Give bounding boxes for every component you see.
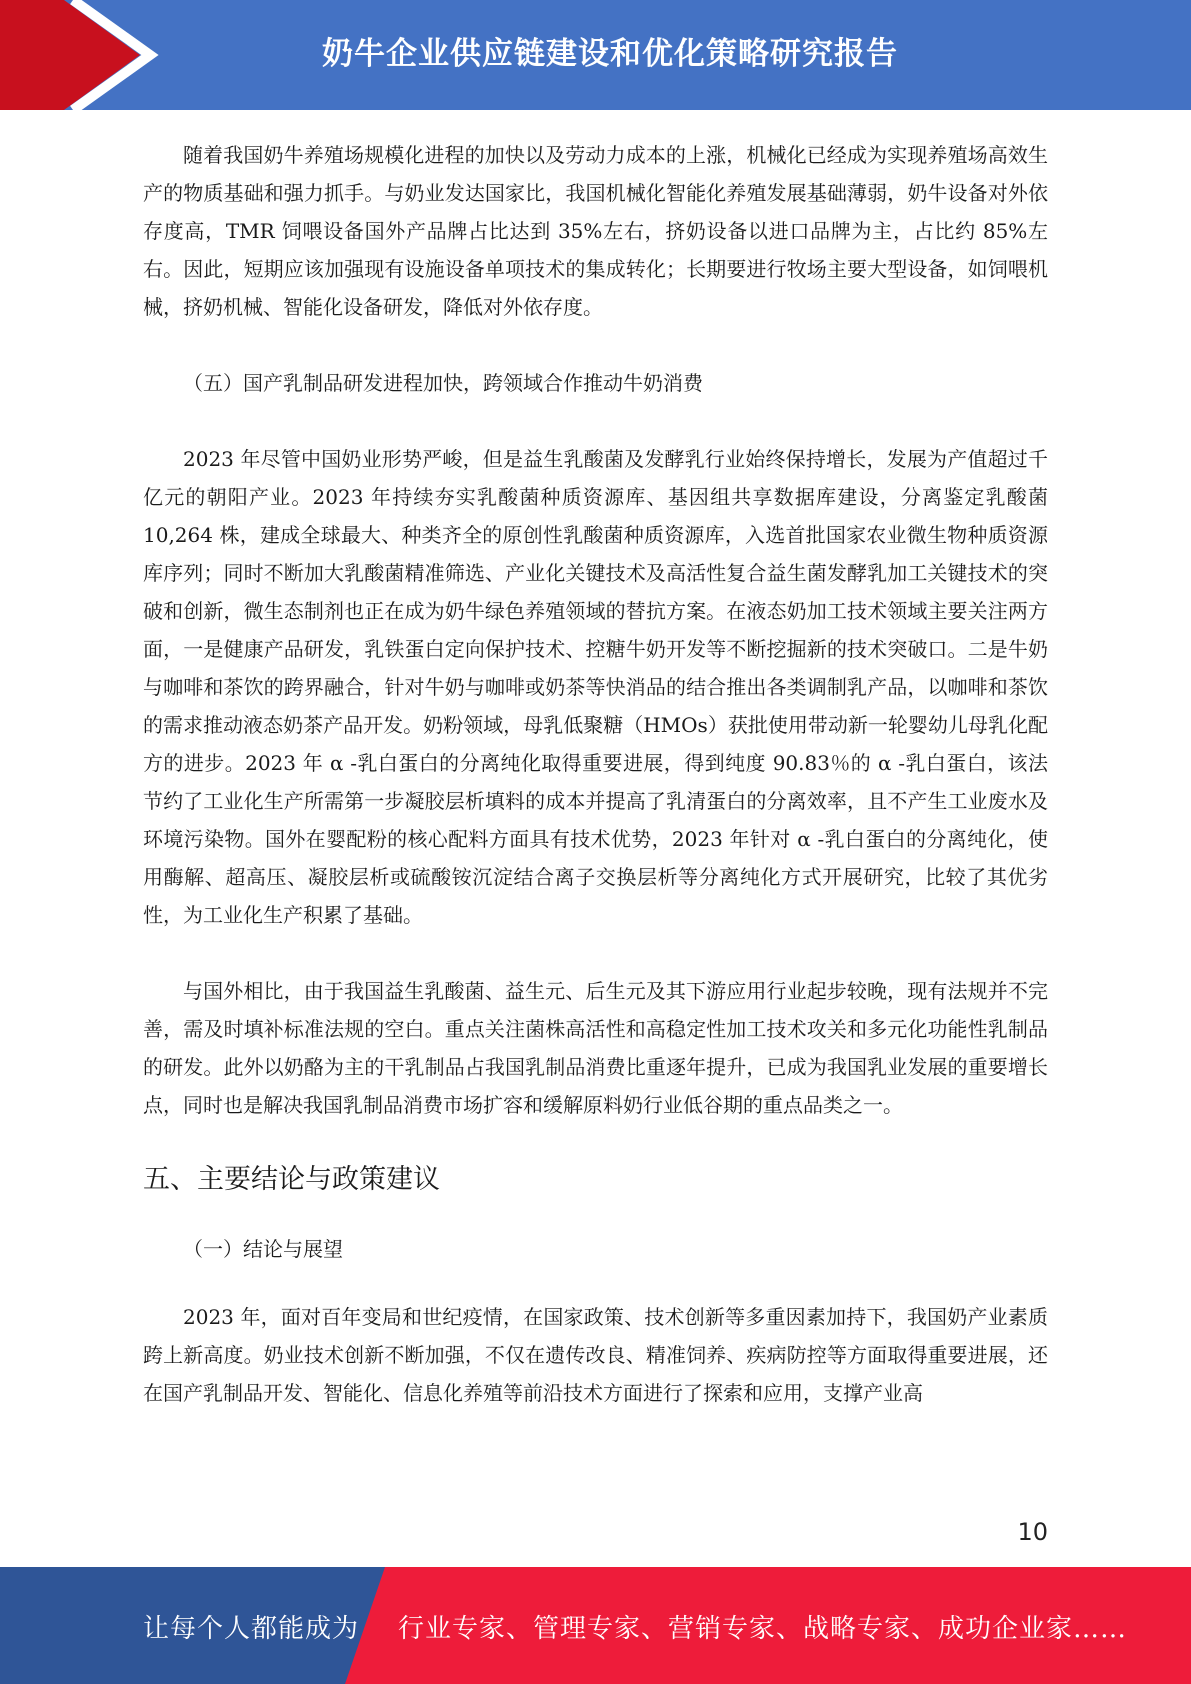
paragraph-probiotics: 2023 年尽管中国奶业形势严峻，但是益生乳酸菌及发酵乳行业始终保持增长，发展为产值超过千亿元的朝阳产业。2023 年持续夯实乳酸菌种质资源库、基因组共享数据库建设，分离鉴定乳酸菌 10,264 株，建成全球最大、种类齐全的原创性乳酸菌种质资源库，入选首批国家农业微生物种质资源库序列；同时不断加大乳酸菌精准筛选、产业化关键技术及高活性复合益生菌发酵乳加工关键技术的突破和创新，微生态制剂也正在成为奶牛绿色养殖领域的替抗方案。在液态奶加工技术领域主要关注两方面，一是健康产品研发，乳铁蛋白定向保护技术、控糖牛奶开发等不断挖掘新的技术突破口。二是牛奶与咖啡和茶饮的跨界融合，针对牛奶与咖啡或奶茶等快消品的结合推出各类调制乳产品，以咖啡和茶饮的需求推动液态奶茶产品开发。奶粉领域，母乳低聚糖（HMOs）获批使用带动新一轮婴幼儿母乳化配方的进步。2023 年 α -乳白蛋白的分离纯化取得重要进展，得到纯度 90.83％的 α -乳白蛋白，该法节约了工业化生产所需第一步凝胶层析填料的成本并提高了乳清蛋白的分离效率，且不产生工业废水及环境污染物。国外在婴配粉的核心配料方面具有技术优势，2023 年针对 α -乳白蛋白的分离纯化，使用酶解、超高压、凝胶层析或硫酸铵沉淀结合离子交换层析等分离纯化方式开展研究，比较了其优劣性，为工业化生产积累了基础。 — [143, 447, 1048, 927]
main-content — [143, 136, 1048, 1412]
footer-slogan-left: 让每个人都能成为 — [143, 1614, 360, 1644]
section-heading-conclusions: 五、主要结论与政策建议 — [143, 1164, 440, 1195]
footer-slogan-right: 行业专家、管理专家、营销专家、战略专家、成功企业家…… — [398, 1614, 1128, 1644]
paragraph-regulation: 与国外相比，由于我国益生乳酸菌、益生元、后生元及其下游应用行业起步较晚，现有法规并不完善，需及时填补标准法规的空白。重点关注菌株高活性和高稳定性加工技术攻关和多元化功能性乳制品的研发。此外以奶酪为主的干乳制品占我国乳制品消费比重逐年提升，已成为我国乳业发展的重要增长点，同时也是解决我国乳制品消费市场扩容和缓解原料奶行业低谷期的重点品类之一。 — [143, 979, 1048, 1117]
subheading-conclusion-outlook: （一）结论与展望 — [183, 1237, 343, 1261]
header-banner — [0, 0, 1191, 110]
paragraph-mechanization: 随着我国奶牛养殖场规模化进程的加快以及劳动力成本的上涨，机械化已经成为实现养殖场高效生产的物质基础和强力抓手。与奶业发达国家比，我国机械化智能化养殖发展基础薄弱，奶牛设备对外依存度高，TMR 饲喂设备国外产品牌占比达到 35%左右，挤奶设备以进口品牌为主，占比约 85%左右。因此，短期应该加强现有设施设备单项技术的集成转化；长期要进行牧场主要大型设备，如饲喂机械，挤奶机械、智能化设备研发，降低对外依存度。 — [143, 143, 1048, 319]
report-title: 奶牛企业供应链建设和优化策略研究报告 — [322, 36, 898, 72]
footer-banner — [0, 1567, 1191, 1684]
paragraph-2023-summary: 2023 年，面对百年变局和世纪疫情，在国家政策、技术创新等多重因素加持下，我国奶产业素质跨上新高度。奶业技术创新不断加强，不仅在遗传改良、精准饲养、疾病防控等方面取得重要进展，还在国产乳制品开发、智能化、信息化养殖等前沿技术方面进行了探索和应用，支撑产业高 — [143, 1305, 1048, 1405]
page-number: 10 — [1017, 1518, 1048, 1546]
subheading-dairy-rd: （五）国产乳制品研发进程加快，跨领域合作推动牛奶消费 — [183, 371, 703, 395]
